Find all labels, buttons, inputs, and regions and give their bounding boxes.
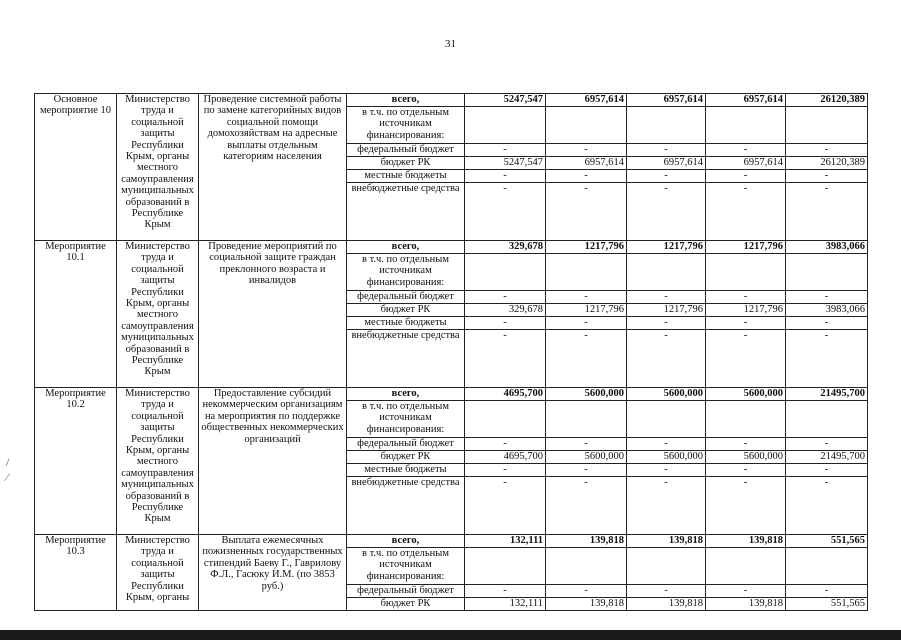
- amount-cell: [627, 107, 706, 144]
- amount-cell: -: [546, 170, 627, 183]
- amount-cell: [706, 254, 786, 291]
- amount-cell: 6957,614: [627, 157, 706, 170]
- amount-cell: [546, 107, 627, 144]
- amount-cell: 5247,547: [465, 157, 546, 170]
- funding-source-cell: бюджет РК: [347, 451, 465, 464]
- amount-cell: 1217,796: [627, 304, 706, 317]
- amount-cell: -: [627, 170, 706, 183]
- measure-code-cell: Мероприятие 10.1: [35, 241, 117, 388]
- amount-cell: 6957,614: [627, 94, 706, 107]
- amount-cell: [786, 548, 868, 585]
- table-row: [35, 535, 868, 548]
- amount-cell: -: [627, 477, 706, 535]
- amount-cell: 21495,700: [786, 451, 868, 464]
- measure-code-cell: Мероприятие 10.2: [35, 388, 117, 535]
- funding-source-cell: бюджет РК: [347, 598, 465, 611]
- amount-cell: -: [706, 585, 786, 598]
- amount-cell: -: [546, 144, 627, 157]
- executor-cell: Министерство труда и социальной защиты Республики Крым, органы местного самоуправления муниципальных образований в Республике Крым: [117, 388, 199, 535]
- scan-edge-bar: [0, 630, 901, 640]
- funding-source-cell: в т.ч. по отдельным источникам финансирования:: [347, 548, 465, 585]
- funding-source-cell: в т.ч. по отдельным источникам финансирования:: [347, 107, 465, 144]
- funding-source-cell: всего,: [347, 388, 465, 401]
- amount-cell: [706, 401, 786, 438]
- amount-cell: -: [546, 183, 627, 241]
- amount-cell: [786, 107, 868, 144]
- executor-cell: Министерство труда и социальной защиты Республики Крым, органы местного самоуправления муниципальных образований в Республике Крым: [117, 94, 199, 241]
- funding-source-cell: местные бюджеты: [347, 317, 465, 330]
- amount-cell: 3983,066: [786, 241, 868, 254]
- amount-cell: 5600,000: [546, 451, 627, 464]
- amount-cell: 1217,796: [706, 304, 786, 317]
- amount-cell: -: [627, 183, 706, 241]
- amount-cell: -: [465, 317, 546, 330]
- margin-scan-mark: / ⁄: [6, 455, 10, 484]
- amount-cell: 5600,000: [706, 388, 786, 401]
- amount-cell: 551,565: [786, 598, 868, 611]
- amount-cell: -: [786, 438, 868, 451]
- amount-cell: -: [546, 585, 627, 598]
- amount-cell: 4695,700: [465, 388, 546, 401]
- measure-code-cell: Основное мероприятие 10: [35, 94, 117, 241]
- amount-cell: -: [465, 144, 546, 157]
- executor-cell: Министерство труда и социальной защиты Республики Крым, органы местного самоуправления муниципальных образований в Республике Крым: [117, 241, 199, 388]
- amount-cell: -: [786, 170, 868, 183]
- amount-cell: -: [627, 585, 706, 598]
- amount-cell: -: [627, 144, 706, 157]
- amount-cell: -: [706, 464, 786, 477]
- amount-cell: 1217,796: [627, 241, 706, 254]
- amount-cell: 6957,614: [706, 157, 786, 170]
- amount-cell: -: [546, 464, 627, 477]
- amount-cell: -: [627, 317, 706, 330]
- amount-cell: 139,818: [627, 535, 706, 548]
- amount-cell: [465, 401, 546, 438]
- amount-cell: 5600,000: [706, 451, 786, 464]
- amount-cell: -: [786, 330, 868, 388]
- amount-cell: [786, 401, 868, 438]
- amount-cell: -: [706, 170, 786, 183]
- measure-name-cell: Проведение мероприятий по социальной защите граждан преклонного возраста и инвалидов: [199, 241, 347, 388]
- amount-cell: 6957,614: [546, 157, 627, 170]
- amount-cell: [465, 254, 546, 291]
- amount-cell: 1217,796: [706, 241, 786, 254]
- amount-cell: 132,111: [465, 598, 546, 611]
- amount-cell: [627, 254, 706, 291]
- table-row: [35, 241, 868, 254]
- amount-cell: 139,818: [706, 535, 786, 548]
- amount-cell: -: [706, 477, 786, 535]
- amount-cell: [627, 548, 706, 585]
- amount-cell: 26120,389: [786, 94, 868, 107]
- amount-cell: -: [706, 144, 786, 157]
- amount-cell: -: [465, 330, 546, 388]
- funding-source-cell: федеральный бюджет: [347, 144, 465, 157]
- amount-cell: 3983,066: [786, 304, 868, 317]
- funding-source-cell: в т.ч. по отдельным источникам финансирования:: [347, 401, 465, 438]
- amount-cell: 329,678: [465, 241, 546, 254]
- amount-cell: -: [706, 438, 786, 451]
- funding-source-cell: всего,: [347, 535, 465, 548]
- amount-cell: -: [706, 183, 786, 241]
- funding-source-cell: внебюджетные средства: [347, 183, 465, 241]
- amount-cell: [706, 107, 786, 144]
- amount-cell: 6957,614: [546, 94, 627, 107]
- measure-code-cell: Мероприятие 10.3: [35, 535, 117, 611]
- amount-cell: [546, 254, 627, 291]
- amount-cell: 5600,000: [546, 388, 627, 401]
- amount-cell: [465, 107, 546, 144]
- amount-cell: -: [786, 585, 868, 598]
- funding-source-cell: всего,: [347, 94, 465, 107]
- amount-cell: -: [786, 144, 868, 157]
- amount-cell: -: [465, 438, 546, 451]
- table-row: [35, 94, 868, 107]
- amount-cell: 551,565: [786, 535, 868, 548]
- amount-cell: -: [786, 464, 868, 477]
- amount-cell: 5600,000: [627, 388, 706, 401]
- amount-cell: [465, 548, 546, 585]
- amount-cell: -: [706, 317, 786, 330]
- funding-source-cell: федеральный бюджет: [347, 585, 465, 598]
- funding-source-cell: местные бюджеты: [347, 170, 465, 183]
- amount-cell: 132,111: [465, 535, 546, 548]
- amount-cell: -: [627, 330, 706, 388]
- amount-cell: [546, 548, 627, 585]
- amount-cell: 139,818: [706, 598, 786, 611]
- amount-cell: [706, 548, 786, 585]
- amount-cell: 21495,700: [786, 388, 868, 401]
- funding-source-cell: бюджет РК: [347, 157, 465, 170]
- amount-cell: -: [627, 464, 706, 477]
- amount-cell: -: [546, 291, 627, 304]
- amount-cell: -: [465, 585, 546, 598]
- amount-cell: -: [546, 438, 627, 451]
- amount-cell: 5600,000: [627, 451, 706, 464]
- amount-cell: 329,678: [465, 304, 546, 317]
- amount-cell: 139,818: [546, 598, 627, 611]
- funding-source-cell: федеральный бюджет: [347, 291, 465, 304]
- amount-cell: -: [465, 477, 546, 535]
- amount-cell: 1217,796: [546, 241, 627, 254]
- amount-cell: 1217,796: [546, 304, 627, 317]
- amount-cell: -: [627, 438, 706, 451]
- amount-cell: 6957,614: [706, 94, 786, 107]
- amount-cell: -: [627, 291, 706, 304]
- funding-source-cell: внебюджетные средства: [347, 477, 465, 535]
- amount-cell: -: [706, 291, 786, 304]
- amount-cell: [786, 254, 868, 291]
- table-row: [35, 388, 868, 401]
- amount-cell: -: [786, 291, 868, 304]
- amount-cell: 139,818: [546, 535, 627, 548]
- amount-cell: -: [786, 477, 868, 535]
- funding-source-cell: бюджет РК: [347, 304, 465, 317]
- budget-table: [34, 93, 868, 611]
- amount-cell: -: [786, 183, 868, 241]
- amount-cell: -: [706, 330, 786, 388]
- amount-cell: 26120,389: [786, 157, 868, 170]
- amount-cell: -: [786, 317, 868, 330]
- amount-cell: 139,818: [627, 598, 706, 611]
- page-number: 31: [445, 38, 456, 50]
- funding-source-cell: федеральный бюджет: [347, 438, 465, 451]
- amount-cell: [546, 401, 627, 438]
- amount-cell: -: [546, 317, 627, 330]
- funding-source-cell: в т.ч. по отдельным источникам финансирования:: [347, 254, 465, 291]
- amount-cell: -: [546, 477, 627, 535]
- amount-cell: -: [465, 183, 546, 241]
- funding-source-cell: всего,: [347, 241, 465, 254]
- funding-source-cell: внебюджетные средства: [347, 330, 465, 388]
- amount-cell: 4695,700: [465, 451, 546, 464]
- amount-cell: [627, 401, 706, 438]
- amount-cell: -: [465, 170, 546, 183]
- measure-name-cell: Предоставление субсидий некоммерческим организациям на мероприятия по поддержке общественных некоммерческих организаций: [199, 388, 347, 535]
- amount-cell: -: [546, 330, 627, 388]
- amount-cell: -: [465, 464, 546, 477]
- amount-cell: -: [465, 291, 546, 304]
- amount-cell: 5247,547: [465, 94, 546, 107]
- executor-cell: Министерство труда и социальной защиты Республики Крым, органы: [117, 535, 199, 611]
- measure-name-cell: Проведение системной работы по замене категорийных видов социальной помощи домохозяйствам на адресные выплаты отдельным категориям населения: [199, 94, 347, 241]
- funding-source-cell: местные бюджеты: [347, 464, 465, 477]
- measure-name-cell: Выплата ежемесячных пожизненных государственных стипендий Баеву Г., Гаврилову Ф.Л., Гасюку И.М. (по 3853 руб.): [199, 535, 347, 611]
